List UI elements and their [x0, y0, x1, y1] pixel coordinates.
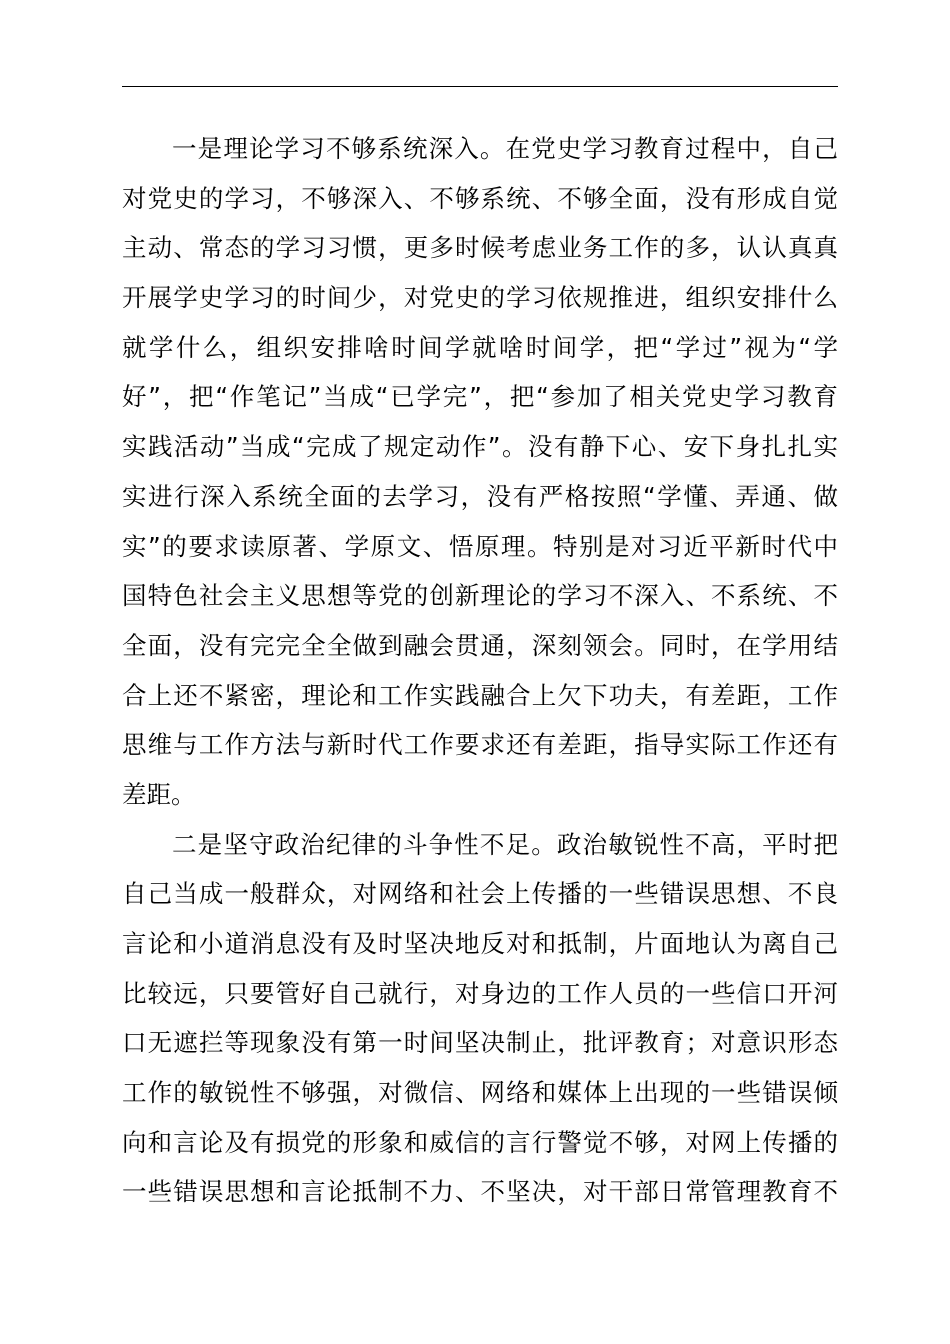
paragraph-2-line-7: 向和言论及有损党的形象和威信的言行警觉不够，对网上传播的	[122, 1127, 838, 1157]
paragraph-1-line-10: 国特色社会主义思想等党的创新理论的学习不深入、不系统、不	[122, 581, 838, 611]
paragraph-1-line-1: 一是理论学习不够系统深入。在党史学习教育过程中，自己	[172, 134, 838, 163]
paragraph-1-line-4: 开展学史学习的时间少，对党史的学习依规推进，组织安排什么	[122, 283, 838, 313]
header-rule	[122, 86, 838, 87]
paragraph-1-line-13: 思维与工作方法与新时代工作要求还有差距，指导实际工作还有	[122, 730, 838, 760]
paragraph-1-line-12: 合上还不紧密，理论和工作实践融合上欠下功夫，有差距，工作	[122, 680, 838, 710]
paragraph-2-line-5: 口无遮拦等现象没有第一时间坚决制止，批评教育；对意识形态	[122, 1028, 838, 1058]
paragraph-2-line-3: 言论和小道消息没有及时坚决地反对和抵制，片面地认为离自己	[122, 929, 838, 958]
paragraph-1-line-6: 好”，把“作笔记”当成“已学完”，把“参加了相关党史学习教育	[122, 382, 838, 412]
paragraph-2-line-8: 一些错误思想和言论抵制不力、不坚决，对干部日常管理教育不	[122, 1177, 838, 1207]
paragraph-1-line-14: 差距。	[122, 779, 196, 809]
paragraph-2-line-6: 工作的敏锐性不够强，对微信、网络和媒体上出现的一些错误倾	[122, 1078, 838, 1108]
paragraph-1-line-2: 对党史的学习，不够深入、不够系统、不够全面，没有形成自觉	[122, 183, 838, 213]
paragraph-1-line-11: 全面，没有完完全全做到融会贯通，深刻领会。同时，在学用结	[122, 630, 838, 660]
paragraph-1-line-3: 主动、常态的学习习惯，更多时候考虑业务工作的多，认认真真	[122, 233, 838, 263]
paragraph-2-line-2: 自己当成一般群众，对网络和社会上传播的一些错误思想、不良	[122, 879, 838, 909]
paragraph-2-line-1: 二是坚守政治纪律的斗争性不足。政治敏锐性不高，平时把	[172, 829, 838, 859]
paragraph-1-line-7: 实践活动”当成“完成了规定动作”。没有静下心、安下身扎扎实	[122, 432, 838, 462]
document-body	[122, 124, 838, 1217]
paragraph-1-line-9: 实”的要求读原著、学原文、悟原理。特别是对习近平新时代中	[122, 531, 838, 561]
paragraph-1-line-5: 就学什么，组织安排啥时间学就啥时间学，把“学过”视为“学	[122, 332, 838, 362]
paragraph-1-line-8: 实进行深入系统全面的去学习，没有严格按照“学懂、弄通、做	[122, 481, 838, 511]
paragraph-2-line-4: 比较远，只要管好自己就行，对身边的工作人员的一些信口开河	[122, 978, 838, 1008]
